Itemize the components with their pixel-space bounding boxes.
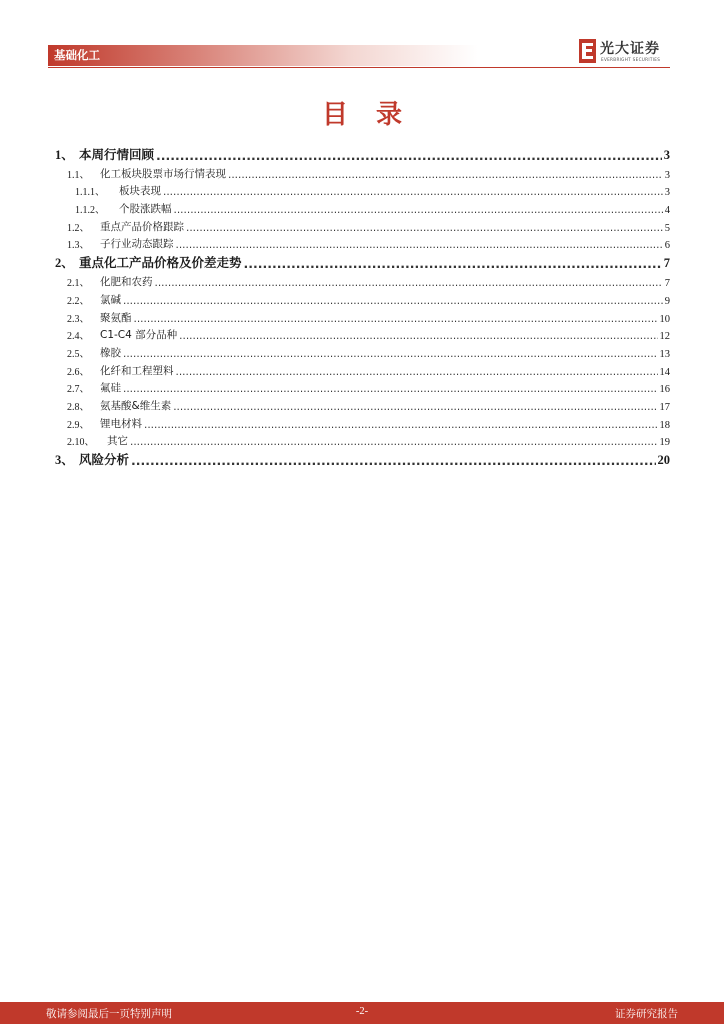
toc-entry-number: 1.1.2、 xyxy=(75,205,105,217)
toc-entry-number: 2.10、 xyxy=(67,437,95,449)
toc-leader-dots xyxy=(123,383,658,395)
toc-entry-page: 13 xyxy=(659,348,670,360)
toc-entry[interactable] xyxy=(55,448,670,468)
toc-leader-dots xyxy=(176,239,663,251)
toc-leader-dots xyxy=(130,436,658,448)
toc-leader-dots xyxy=(123,295,663,307)
toc-entry-page: 7 xyxy=(664,278,670,290)
toc-entry-page: 16 xyxy=(659,384,670,396)
toc-entry[interactable] xyxy=(55,181,670,199)
toc-entry-label: 化纤和工程塑料 xyxy=(100,364,174,377)
toc-entry-label: 化肥和农药 xyxy=(100,276,153,289)
toc-entry[interactable] xyxy=(55,431,670,449)
header-divider xyxy=(48,67,670,68)
toc-entry-page: 3 xyxy=(664,169,670,181)
toc-entry-label: 氨基酸&维生素 xyxy=(100,399,172,412)
toc-entry-page: 12 xyxy=(659,331,670,343)
toc-entry-label: 风险分析 xyxy=(79,452,130,468)
toc-leader-dots xyxy=(163,186,663,198)
toc-leader-dots xyxy=(155,277,663,289)
toc-entry[interactable] xyxy=(55,325,670,343)
toc-entry-page: 3 xyxy=(664,187,670,199)
toc-entry-page: 14 xyxy=(659,366,670,378)
toc-entry-number: 1、 xyxy=(55,148,74,162)
toc-entry[interactable] xyxy=(55,143,670,163)
footer-page-number: -2- xyxy=(355,1006,369,1017)
header-band xyxy=(48,45,478,66)
toc-leader-dots xyxy=(174,204,663,216)
toc-leader-dots xyxy=(176,366,658,378)
toc-entry-label: 橡胶 xyxy=(100,346,121,359)
toc-entry-page: 20 xyxy=(657,453,670,468)
toc-entry-page: 9 xyxy=(664,295,670,307)
toc-entry-label: 氯碱 xyxy=(100,293,121,306)
toc-entry[interactable] xyxy=(55,342,670,360)
toc-entry[interactable] xyxy=(55,163,670,181)
toc-entry-number: 2、 xyxy=(55,256,74,271)
toc-entry-number: 1.1、 xyxy=(67,169,90,181)
toc-entry-page: 5 xyxy=(664,222,670,234)
toc-entry-number: 2.1、 xyxy=(67,278,90,290)
toc-entry-page: 17 xyxy=(659,401,670,413)
toc-entry-number: 1.2、 xyxy=(67,222,90,234)
toc-entry[interactable] xyxy=(55,251,670,271)
toc-entry[interactable] xyxy=(55,289,670,307)
toc-entry[interactable] xyxy=(55,198,670,216)
toc-entry-page: 6 xyxy=(664,240,670,252)
toc-entry-label: 本周行情回顾 xyxy=(79,147,155,162)
toc-entry-number: 2.6、 xyxy=(67,366,90,378)
toc-entry-page: 7 xyxy=(663,256,670,271)
toc-entry[interactable] xyxy=(55,395,670,413)
footer-report-type: 证券研究报告 xyxy=(615,1008,678,1020)
toc-entry-page: 3 xyxy=(663,148,670,162)
toc-entry-label: C1-C4 部分品种 xyxy=(100,329,178,342)
toc-entry-label: 重点化工产品价格及价差走势 xyxy=(79,255,242,271)
toc-leader-dots xyxy=(134,313,658,325)
logo-english-name: EVERBRIGHT SECURITIES xyxy=(601,57,661,62)
toc-entry-number: 2.9、 xyxy=(67,419,90,431)
toc-leader-dots xyxy=(228,169,663,181)
brand-logo xyxy=(579,38,671,66)
toc-entry-label: 氟硅 xyxy=(100,382,121,395)
toc-entry-number: 2.5、 xyxy=(67,348,90,360)
toc-entry[interactable] xyxy=(55,378,670,396)
toc-leader-dots xyxy=(144,419,658,431)
everbright-logo-icon xyxy=(579,39,596,63)
toc-leader-dots xyxy=(156,148,662,163)
toc-entry-label: 锂电材料 xyxy=(100,417,142,430)
toc-entry-number: 2.3、 xyxy=(67,313,90,325)
toc-entry[interactable] xyxy=(55,234,670,252)
toc-entry-label: 重点产品价格跟踪 xyxy=(100,220,184,233)
toc-entry[interactable] xyxy=(55,216,670,234)
toc-entry-label: 聚氨酯 xyxy=(100,311,132,324)
toc-entry-number: 2.4、 xyxy=(67,331,90,343)
toc-entry[interactable] xyxy=(55,413,670,431)
toc-entry[interactable] xyxy=(55,271,670,289)
toc-entry-number: 2.7、 xyxy=(67,384,90,396)
header-section-label: 基础化工 xyxy=(54,48,100,62)
toc-entry-page: 18 xyxy=(659,419,670,431)
toc-entry-label: 个股涨跌幅 xyxy=(119,203,172,216)
logo-chinese-name: 光大证券 xyxy=(600,41,660,57)
toc-entry-label: 化工板块股票市场行情表现 xyxy=(100,167,226,180)
toc-leader-dots xyxy=(186,222,663,234)
toc-leader-dots xyxy=(131,453,655,468)
toc-leader-dots xyxy=(244,256,662,271)
toc-leader-dots xyxy=(179,330,657,342)
footer-disclaimer: 敬请参阅最后一页特别声明 xyxy=(46,1008,172,1020)
toc-entry-page: 19 xyxy=(659,437,670,449)
toc-entry-label: 板块表现 xyxy=(119,185,161,198)
toc-entry-number: 2.8、 xyxy=(67,401,90,413)
toc-leader-dots xyxy=(173,401,657,413)
toc-entry-label: 其它 xyxy=(107,435,128,448)
toc-entry[interactable] xyxy=(55,360,670,378)
page-title: 目录 xyxy=(321,100,430,130)
table-of-contents xyxy=(55,143,670,468)
toc-entry-number: 2.2、 xyxy=(67,295,90,307)
toc-entry-number: 1.3、 xyxy=(67,240,90,252)
toc-entry-number: 1.1.1、 xyxy=(75,187,105,199)
toc-leader-dots xyxy=(123,348,658,360)
toc-entry[interactable] xyxy=(55,307,670,325)
toc-entry-page: 4 xyxy=(664,205,670,217)
toc-entry-number: 3、 xyxy=(55,453,74,468)
toc-entry-label: 子行业动态跟踪 xyxy=(100,238,174,251)
toc-entry-page: 10 xyxy=(659,313,670,325)
